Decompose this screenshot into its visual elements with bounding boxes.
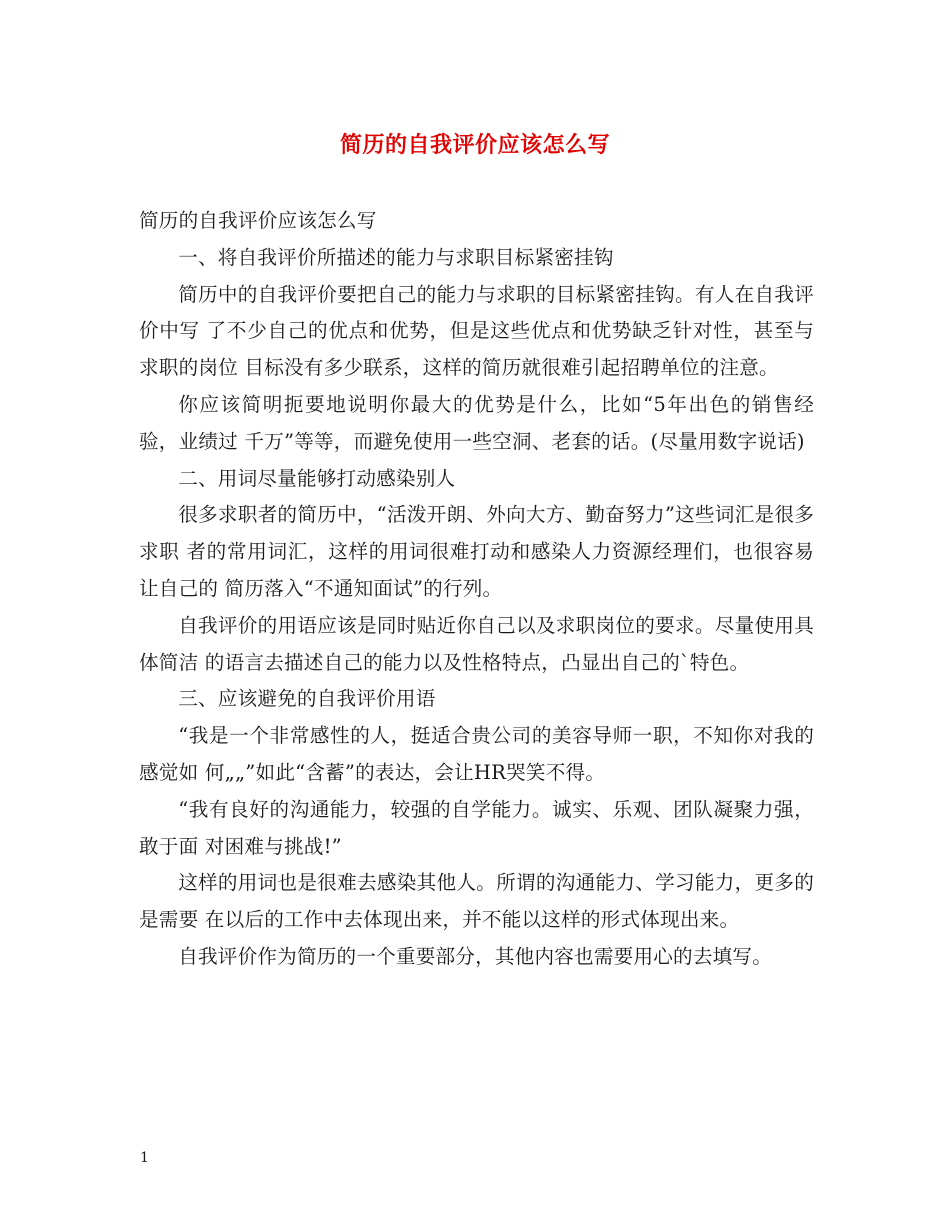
quote-paragraph: “我是一个非常感性的人，挺适合贵公司的美容导师一职，不知你对我的感觉如 何„„”如此“含蓄”的表达，会让HR哭笑不得。 [139, 724, 814, 784]
paragraph: 这样的用词也是很难去感染其他人。所谓的沟通能力、学习能力，更多的是需要 在以后的工作中去体现出来，并不能以这样的形式体现出来。 [139, 871, 814, 932]
paragraph: 自我评价的用语应该是同时贴近你自己以及求职岗位的要求。尽量使用具体简洁 的语言去描述自己的能力以及性格特点，凸显出自己的`特色。 [139, 613, 814, 674]
document-body [139, 203, 814, 976]
paragraph: 你应该简明扼要地说明你最大的优势是什么，比如“5年出色的销售经验，业绩过 千万”等等，而避免使用一些空洞、老套的话。(尽量用数字说话) [139, 392, 814, 453]
document-title: 简历的自我评价应该怎么写 [339, 132, 610, 158]
paragraph: 简历中的自我评价要把自己的能力与求职的目标紧密挂钩。有人在自我评价中写 了不少自己的优点和优势，但是这些优点和优势缺乏针对性，甚至与求职的岗位 目标没有多少联系，这样的简历就很难引起招聘单位的注意。 [139, 282, 814, 380]
paragraph: 很多求职者的简历中，“活泼开朗、外向大方、勤奋努力”这些词汇是很多求职 者的常用词汇，这样的用词很难打动和感染人力资源经理们，也很容易让自己的 简历落入“不通知面试”的行列。 [139, 503, 814, 600]
paragraph: 自我评价作为简历的一个重要部分，其他内容也需要用心的去填写。 [178, 944, 772, 968]
section-heading-1: 一、将自我评价所描述的能力与求职目标紧密挂钩 [178, 245, 614, 269]
section-heading-2: 二、用词尽量能够打动感染别人 [178, 466, 456, 490]
page-number: 1 [140, 1150, 149, 1166]
section-heading-3: 三、应该避免的自我评价用语 [178, 687, 436, 711]
paragraph-subtitle: 简历的自我评价应该怎么写 [139, 209, 377, 232]
quote-paragraph: “我有良好的沟通能力，较强的自学能力。诚实、乐观、团队凝聚力强，敢于面 对困难与挑战!” [139, 797, 814, 858]
